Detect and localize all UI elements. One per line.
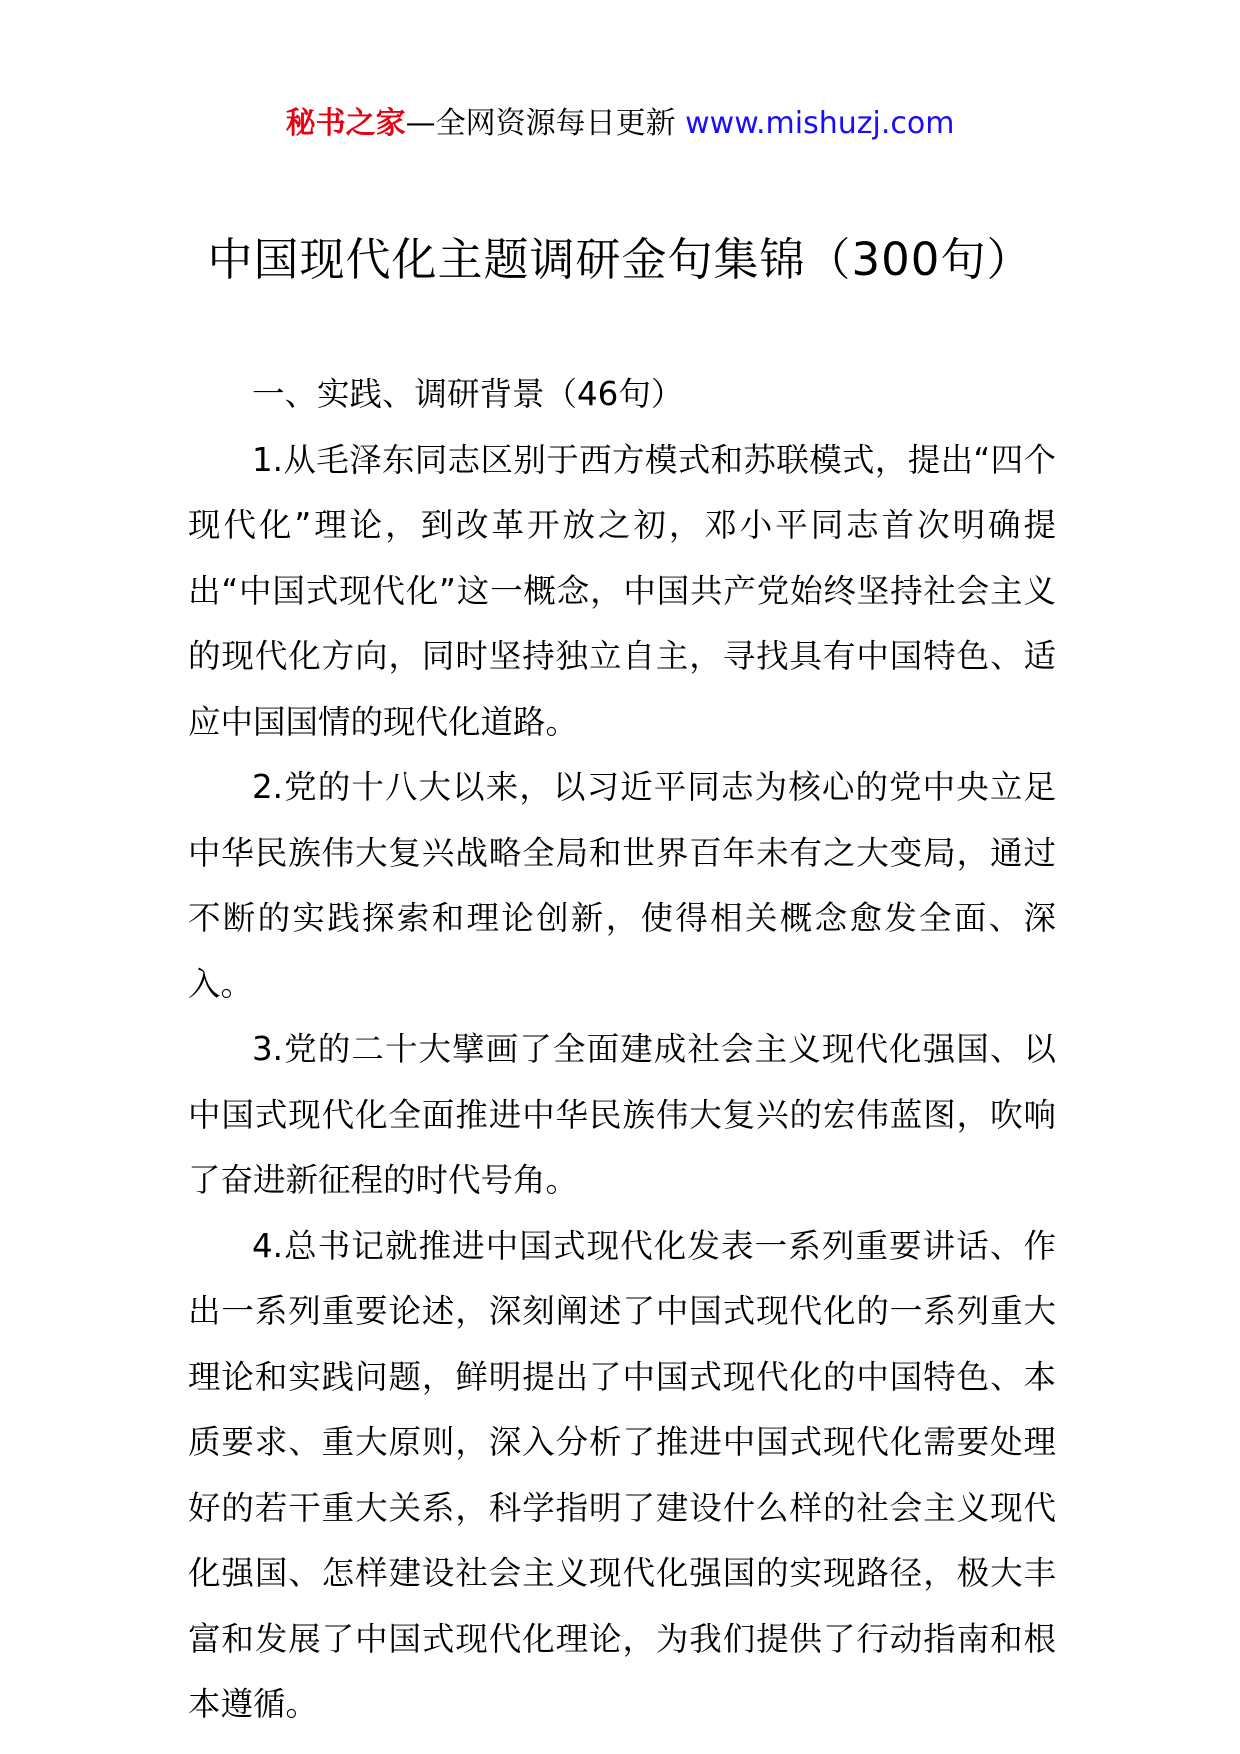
paragraph-1: 1.从毛泽东同志区别于西方模式和苏联模式，提出“四个现代化”理论，到改革开放之初，邓小平同志首次明确提出“中国式现代化”这一概念，中国共产党始终坚持社会主义的现代化方向，同时坚持独立自主，寻找具有中国特色、适应中国国情的现代化道路。 <box>188 440 1056 741</box>
document-title: 中国现代化主题调研金句集锦（300句） <box>207 233 1033 286</box>
paragraph-4: 4.总书记就推进中国式现代化发表一系列重要讲话、作出一系列重要论述，深刻阐述了中国式现代化的一系列重大理论和实践问题，鲜明提出了中国式现代化的中国特色、本质要求、重大原则，深入分析了推进中国式现代化需要处理好的若干重大关系，科学指明了建设什么样的社会主义现代化强国、怎样建设社会主义现代化强国的实现路径，极大丰富和发展了中国式现代化理论，为我们提供了行动指南和根本遵循。 <box>188 1226 1056 1723</box>
site-tagline: —全网资源每日更新 <box>405 106 686 141</box>
document-body <box>188 362 1056 1738</box>
site-url-link[interactable]: www.mishuzj.com <box>685 106 955 141</box>
section-heading: 一、实践、调研背景（46句） <box>252 375 684 413</box>
paragraph-3: 3.党的二十大擘画了全面建成社会主义现代化强国、以中国式现代化全面推进中华民族伟大复兴的宏伟蓝图，吹响了奋进新征程的时代号角。 <box>188 1030 1056 1199</box>
site-brand-name: 秘书之家 <box>285 106 406 141</box>
paragraph-2: 2.党的十八大以来，以习近平同志为核心的党中央立足中华民族伟大复兴战略全局和世界百年未有之大变局，通过不断的实践探索和理论创新，使得相关概念愈发全面、深入。 <box>188 768 1056 1003</box>
site-header <box>0 100 1240 148</box>
